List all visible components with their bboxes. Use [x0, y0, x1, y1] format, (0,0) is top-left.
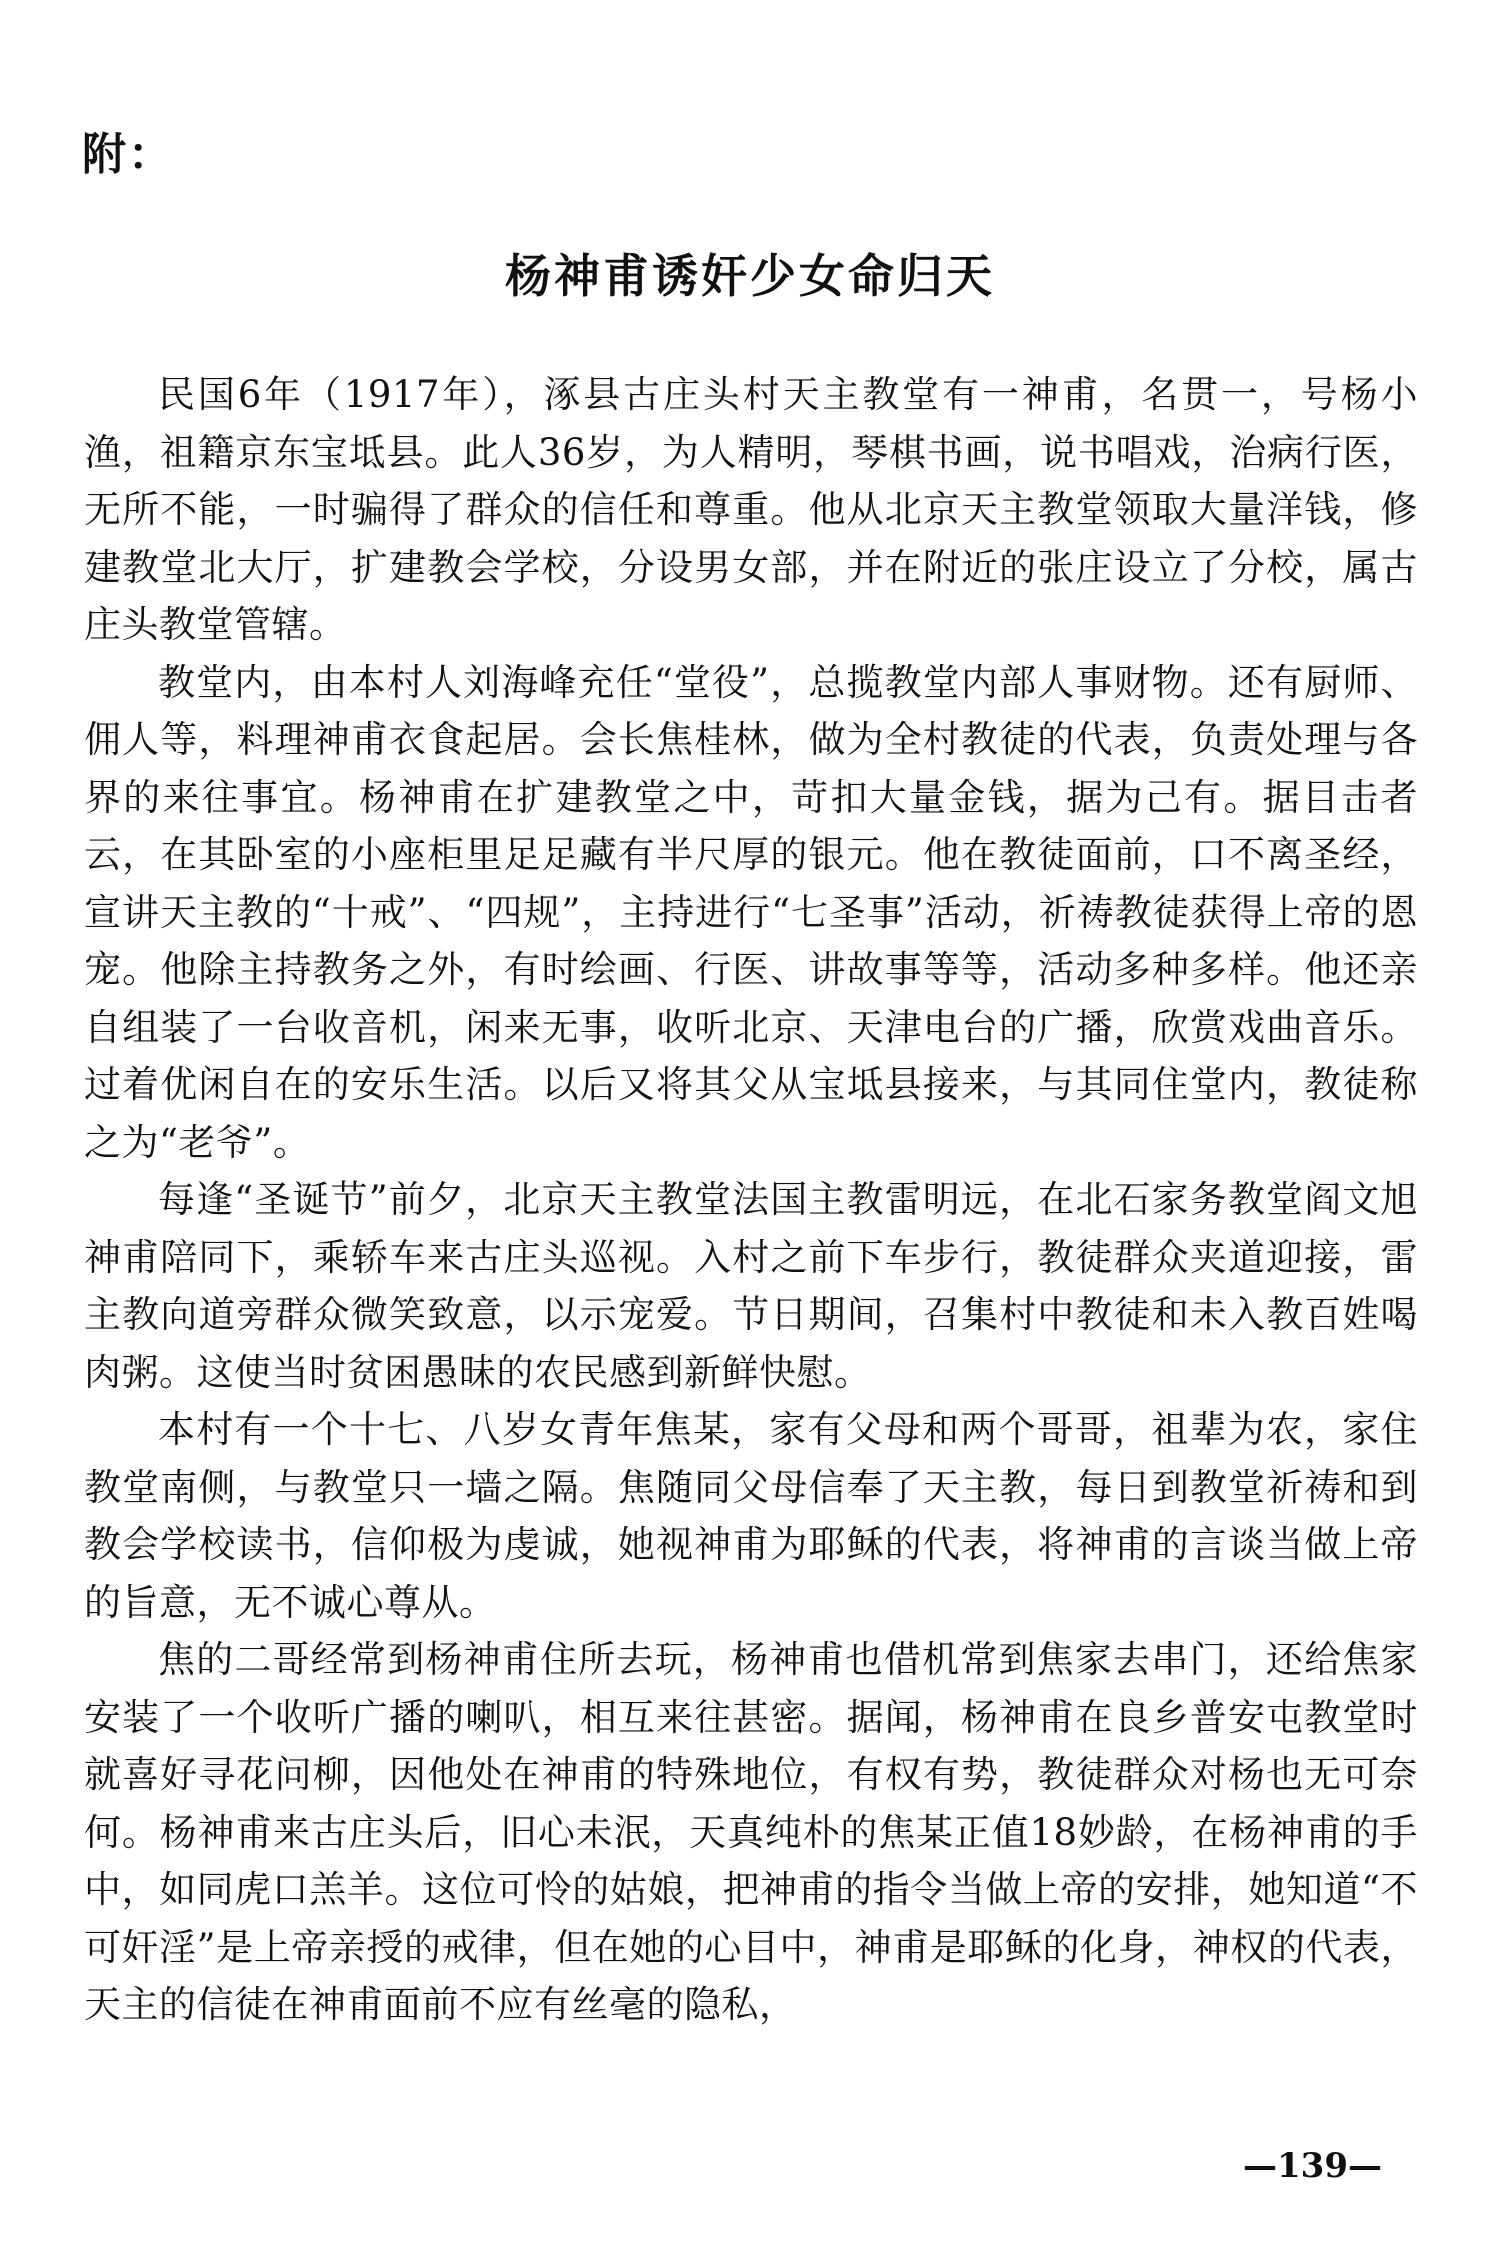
paragraph-2: 教堂内，由本村人刘海峰充任“堂役”，总揽教堂内部人事财物。还有厨师、佣人等，料理神甫衣食起居。会长焦桂林，做为全村教徒的代表，负责处理与各界的来往事宜。杨神甫在扩建教堂之中，苛扣大量金钱，据为己有。据目击者云，在其卧室的小座柜里足足藏有半尺厚的银元。他在教徒面前，口不离圣经，宣讲天主教的“十戒”、“四规”，主持进行“七圣事”活动，祈祷教徒获得上帝的恩宠。他除主持教务之外，有时绘画、行医、讲故事等等，活动多种多样。他还亲自组装了一台收音机，闲来无事，收听北京、天津电台的广播，欣赏戏曲音乐。过着优闲自在的安乐生活。以后又将其父从宝坻县接来，与其同住堂内，教徒称之为“老爷”。: [84, 660, 1418, 1164]
paragraph-4: 本村有一个十七、八岁女青年焦某，家有父母和两个哥哥，祖辈为农，家住教堂南侧，与教堂只一墙之隔。焦随同父母信奉了天主教，每日到教堂祈祷和到教会学校读书，信仰极为虔诚，她视神甫为耶稣的代表，将神甫的言谈当做上帝的旨意，无不诚心尊从。: [84, 1408, 1418, 1624]
paragraph-5: 焦的二哥经常到杨神甫住所去玩，杨神甫也借机常到焦家去串门，还给焦家安装了一个收听广播的喇叭，相互来往甚密。据闻，杨神甫在良乡普安屯教堂时就喜好寻花问柳，因他处在神甫的特殊地位，有权有势，教徒群众对杨也无可奈何。杨神甫来古庄头后，旧心未泯，天真纯朴的焦某正值18妙龄，在杨神甫的手中，如同虎口羔羊。这位可怜的姑娘，把神甫的指令当做上帝的安排，她知道“不可奸淫”是上帝亲授的戒律，但在她的心目中，神甫是耶稣的化身，神权的代表，天主的信徒在神甫面前不应有丝毫的隐私，: [84, 1638, 1418, 2026]
body-text: [84, 366, 1418, 2034]
paragraph-3: 每逢“圣诞节”前夕，北京天主教堂法国主教雷明远，在北石家务教堂阎文旭神甫陪同下，乘轿车来古庄头巡视。入村之前下车步行，教徒群众夹道迎接，雷主教向道旁群众微笑致意，以示宠爱。节日期间，召集村中教徒和未入教百姓喝肉粥。这使当时贫困愚昧的农民感到新鲜快慰。: [84, 1178, 1418, 1394]
document-title: 杨神甫诱奸少女命归天: [505, 249, 995, 303]
page-number: —139—: [1243, 2146, 1382, 2186]
paragraph-1: 民国6年（1917年），涿县古庄头村天主教堂有一神甫，名贯一，号杨小渔，祖籍京东宝坻县。此人36岁，为人精明，琴棋书画，说书唱戏，治病行医，无所不能，一时骗得了群众的信任和尊重。他从北京天主教堂领取大量洋钱，修建教堂北大厅，扩建教会学校，分设男女部，并在附近的张庄设立了分校，属古庄头教堂管辖。: [84, 373, 1418, 646]
appendix-label: 附：: [82, 129, 174, 180]
